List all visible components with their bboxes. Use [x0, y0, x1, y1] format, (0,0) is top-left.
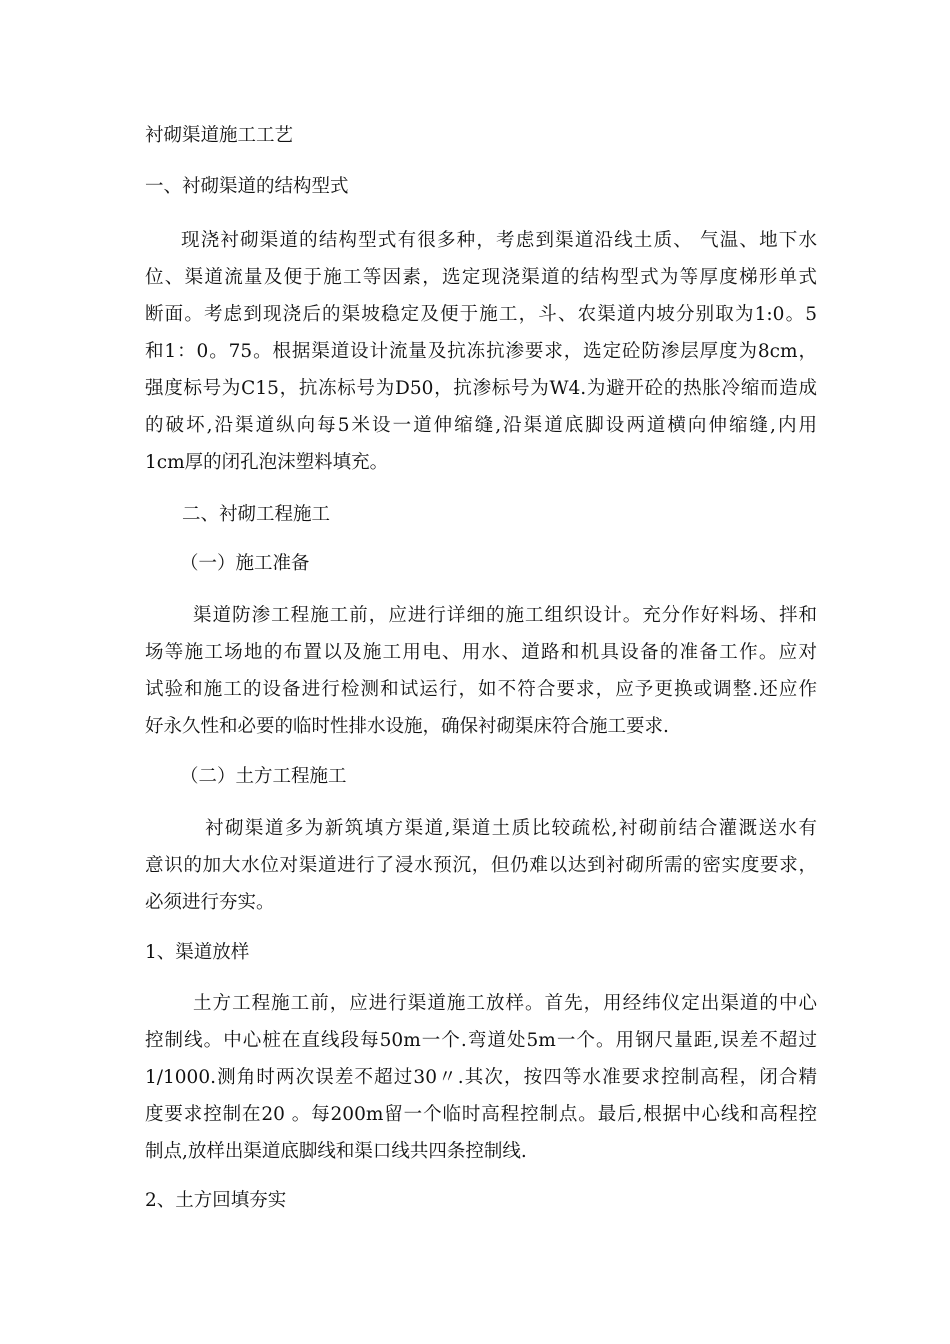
item-heading-backfill: 2、土方回填夯实 — [145, 1190, 287, 1211]
paragraph-line: 1/1000.测角时两次误差不超过30〃.其次，按四等水准要求控制高程，闭合精 — [145, 1067, 817, 1088]
paragraph-line: 试验和施工的设备进行检测和试运行，如不符合要求，应予更换或调整.还应作 — [145, 679, 817, 700]
paragraph-line: 位、渠道流量及便于施工等因素，选定现浇渠道的结构型式为等厚度梯形单式 — [145, 267, 817, 288]
item-heading-staking: 1、渠道放样 — [145, 942, 250, 963]
paragraph-line: 度要求控制在20 。每200m留一个临时高程控制点。最后,根据中心线和高程控 — [145, 1104, 817, 1125]
paragraph-line: 衬砌渠道多为新筑填方渠道,渠道土质比较疏松,衬砌前结合灌溉送水有 — [205, 818, 817, 839]
paragraph-line: 和1：0。75。根据渠道设计流量及抗冻抗渗要求，选定砼防渗层厚度为8cm， — [145, 341, 817, 362]
paragraph-line: 断面。考虑到现浇后的渠坡稳定及便于施工，斗、农渠道内坡分别取为1:0。5 — [145, 304, 817, 325]
paragraph-line: 意识的加大水位对渠道进行了浸水预沉，但仍难以达到衬砌所需的密实度要求， — [145, 855, 817, 876]
paragraph-line: 渠道防渗工程施工前，应进行详细的施工组织设计。充分作好料场、拌和 — [193, 605, 817, 626]
paragraph-line: 1cm厚的闭孔泡沫塑料填充。 — [145, 452, 389, 473]
paragraph-line: 好永久性和必要的临时性排水设施，确保衬砌渠床符合施工要求. — [145, 716, 669, 737]
subsection-heading-prep: （一）施工准备 — [180, 553, 310, 574]
paragraph-line: 的破坏,沿渠道纵向每5米设一道伸缩缝,沿渠道底脚设两道横向伸缩缝,内用 — [145, 415, 817, 436]
paragraph-line: 控制线。中心桩在直线段每50m一个.弯道处5m一个。用钢尺量距,误差不超过 — [145, 1030, 817, 1051]
paragraph-line: 必须进行夯实。 — [145, 892, 275, 913]
section-heading-1: 一、衬砌渠道的结构型式 — [145, 176, 349, 197]
paragraph-line: 制点,放样出渠道底脚线和渠口线共四条控制线. — [145, 1141, 527, 1162]
paragraph-line: 强度标号为C15，抗冻标号为D50，抗渗标号为W4.为避开砼的热胀冷缩而造成 — [145, 378, 817, 399]
section-heading-2: 二、衬砌工程施工 — [182, 504, 331, 525]
paragraph-line: 土方工程施工前，应进行渠道施工放样。首先，用经纬仪定出渠道的中心 — [193, 993, 817, 1014]
paragraph-line: 现浇衬砌渠道的结构型式有很多种，考虑到渠道沿线土质、 气温、地下水 — [181, 230, 817, 251]
document-title: 衬砌渠道施工工艺 — [145, 125, 294, 146]
paragraph-line: 场等施工场地的布置以及施工用电、用水、道路和机具设备的准备工作。应对 — [145, 642, 817, 663]
subsection-heading-earthwork: （二）土方工程施工 — [180, 766, 347, 787]
